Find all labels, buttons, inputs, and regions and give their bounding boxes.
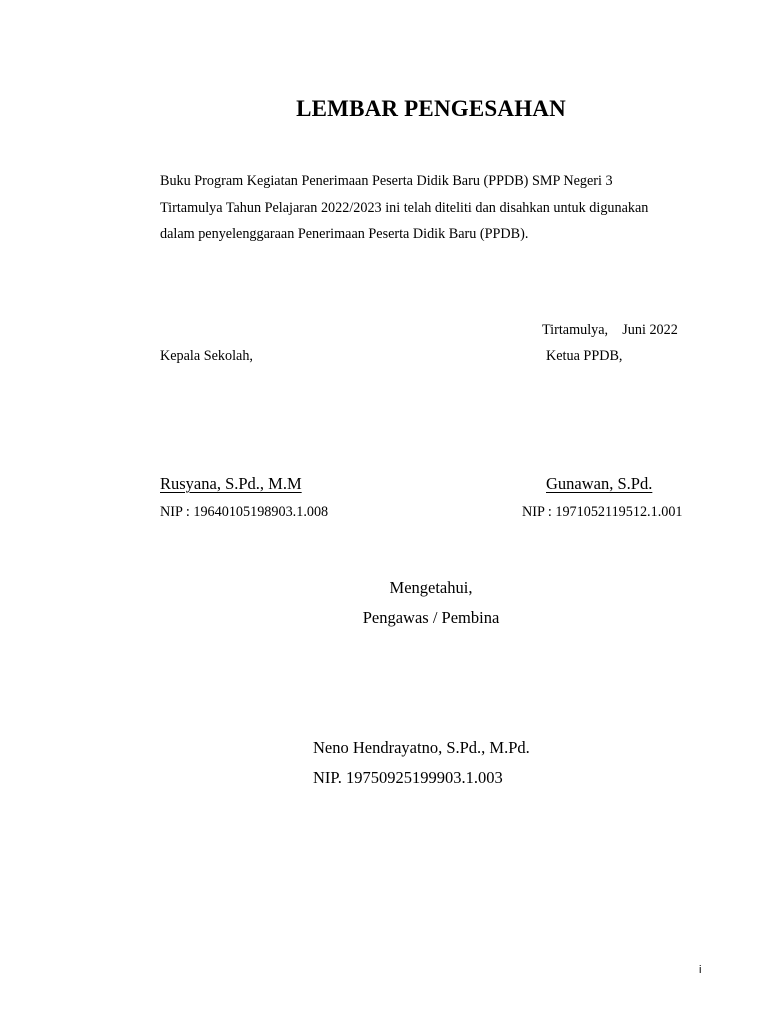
acknowledgement-label: Mengetahui,: [389, 578, 473, 597]
acknowledgement-role: Pengawas / Pembina: [362, 608, 500, 627]
right-signatory-role: Ketua PPDB,: [546, 348, 623, 364]
page-title: LEMBAR PENGESAHAN: [296, 96, 566, 121]
left-signatory-name: Rusyana, S.Pd., M.M: [160, 474, 302, 493]
paragraph-line: Tirtamulya Tahun Pelajaran 2022/2023 ini telah diteliti dan disahkan untuk digunakan: [160, 199, 649, 216]
left-signatory-role: Kepala Sekolah,: [160, 348, 253, 364]
supervisor-name: Neno Hendrayatno, S.Pd., M.Pd.: [313, 738, 530, 757]
supervisor-nip: NIP. 19750925199903.1.003: [313, 768, 503, 787]
paragraph-line: dalam penyelenggaraan Penerimaan Peserta Didik Baru (PPDB).: [160, 226, 529, 242]
page-number: i: [699, 964, 702, 976]
place-date: Tirtamulya, Juni 2022: [542, 322, 678, 338]
paragraph-line: Buku Program Kegiatan Penerimaan Peserta Didik Baru (PPDB) SMP Negeri 3: [160, 173, 613, 189]
right-signatory-nip: NIP : 1971052119512.1.001: [522, 504, 683, 520]
approval-paragraph: [160, 168, 705, 248]
left-signatory-nip: NIP : 19640105198903.1.008: [160, 504, 329, 520]
right-signatory-name: Gunawan, S.Pd.: [546, 474, 653, 493]
